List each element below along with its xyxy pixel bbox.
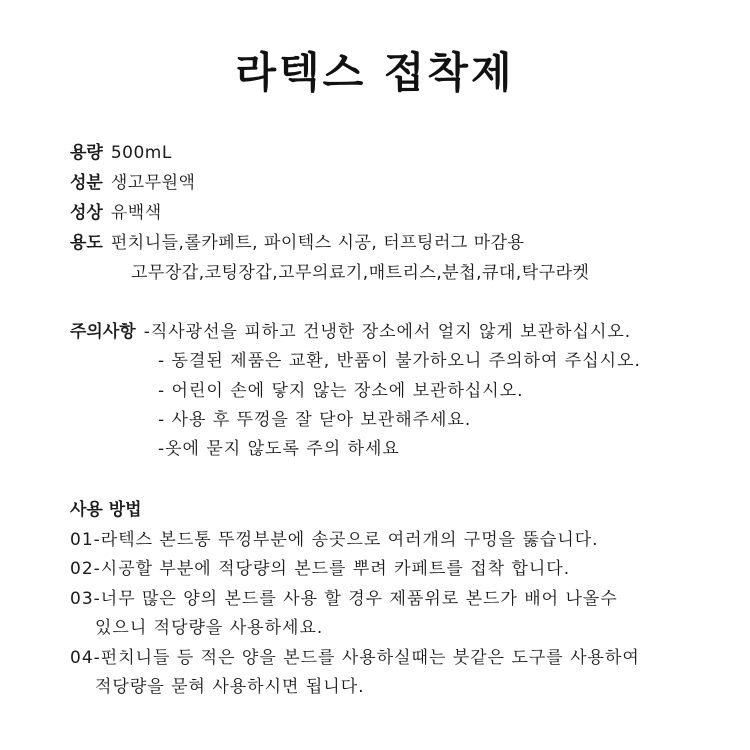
spec-value-ingredient: 생고무원액 <box>110 173 196 193</box>
spec-row-ingredient <box>70 171 195 195</box>
spec-value-usage: 펀치니들,롤카페트, 파이텍스 시공, 터프팅러그 마감용 <box>110 233 525 253</box>
method-step-continuation: 있으니 적당량을 사용하세요. <box>95 618 324 638</box>
method-step-continuation: 적당량을 묻혀 사용하시면 됩니다. <box>95 677 365 697</box>
caution-item: - 동결된 제품은 교환, 반품이 불가하오니 주의하여 주십시오. <box>158 351 641 371</box>
caution-item: -옷에 묻지 않도록 주의 하세요 <box>158 439 400 459</box>
caution-label: 주의사항 <box>70 322 136 342</box>
spec-row-appearance <box>70 201 162 225</box>
method-title: 사용 방법 <box>70 500 142 520</box>
method-step: 01-라텍스 본드통 뚜껑부분에 송곳으로 여러개의 구멍을 뚫습니다. <box>70 530 599 550</box>
spec-label-appearance: 성상 <box>70 203 103 223</box>
spec-value-volume: 500mL <box>110 143 172 163</box>
spec-value-usage-line2: 고무장갑,코팅장갑,고무의료기,매트리스,분첩,큐대,탁구라켓 <box>131 263 590 283</box>
caution-item: - 사용 후 뚜껑을 잘 닫아 보관해주세요. <box>158 410 472 430</box>
method-step: 04-펀치니들 등 적은 양을 본드를 사용하실때는 붓같은 도구를 사용하여 <box>70 648 640 668</box>
page-title: 라텍스 접착제 <box>235 48 515 97</box>
caution-row-1 <box>70 320 631 344</box>
method-step: 03-너무 많은 양의 본드를 사용 할 경우 제품위로 본드가 배어 나올수 <box>70 589 618 609</box>
caution-item: -직사광선을 피하고 건냉한 장소에서 얼지 않게 보관하십시오. <box>143 322 632 342</box>
spec-label-ingredient: 성분 <box>70 173 103 193</box>
spec-row-usage <box>70 231 524 255</box>
method-step: 02-시공할 부분에 적당량의 본드를 뿌려 카페트를 접착 합니다. <box>70 559 571 579</box>
spec-label-usage: 용도 <box>70 233 103 253</box>
caution-item: - 어린이 손에 닿지 않는 장소에 보관하십시오. <box>158 381 524 401</box>
spec-value-appearance: 유백색 <box>110 203 162 223</box>
spec-row-volume <box>70 141 172 165</box>
spec-label-volume: 용량 <box>70 143 103 163</box>
